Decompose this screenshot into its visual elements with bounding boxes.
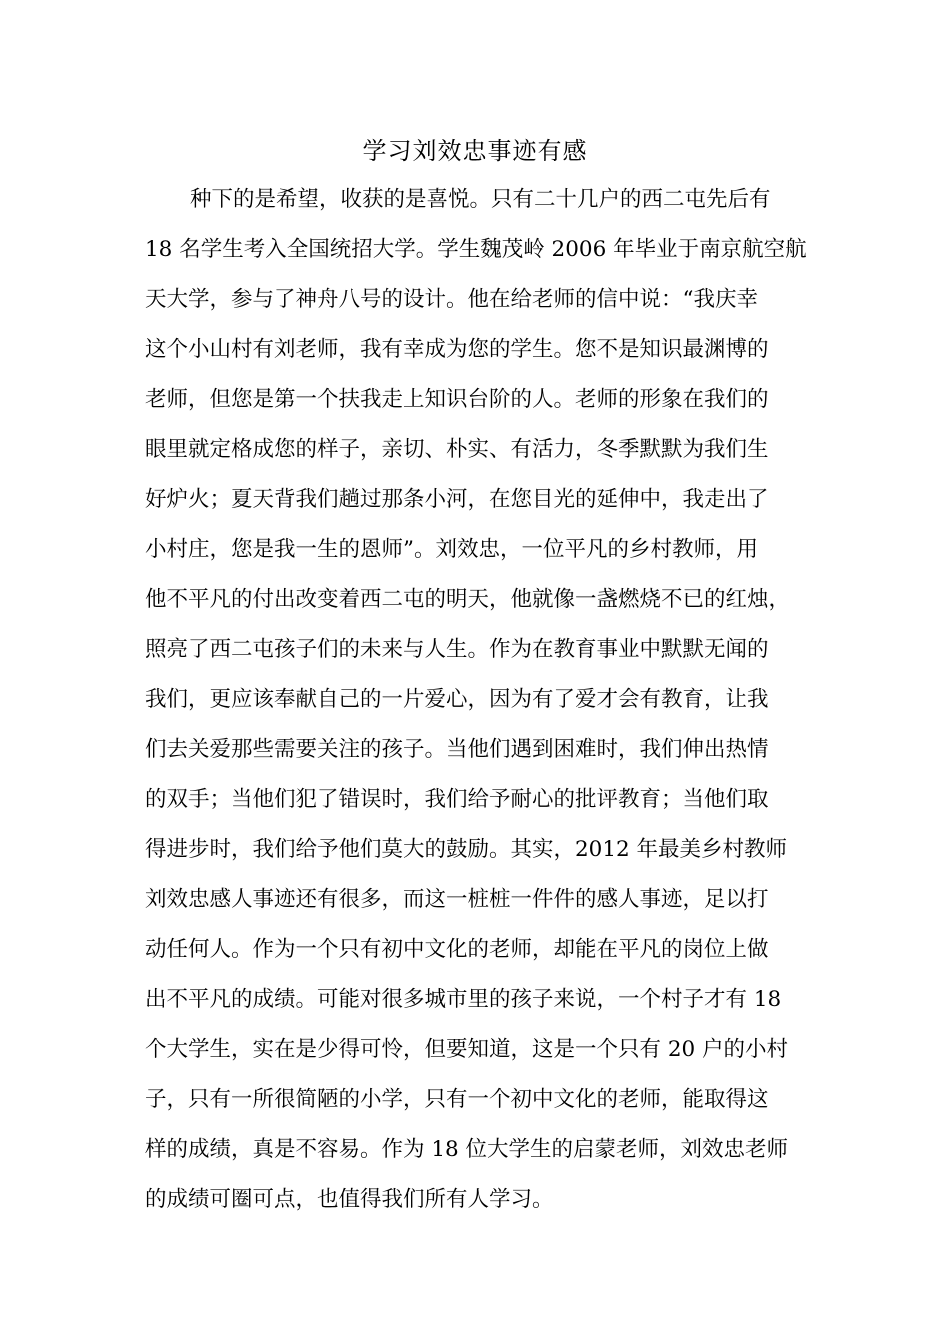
body-line: 好炉火；夏天背我们趟过那条小河，在您目光的延伸中，我走出了 <box>145 487 769 512</box>
body-line: 出不平凡的成绩。可能对很多城市里的孩子来说，一个村子才有 18 <box>145 987 782 1012</box>
document-title: 学习刘效忠事迹有感 <box>362 137 588 165</box>
body-line: 种下的是希望，收获的是喜悦。只有二十几户的西二屯先后有 <box>190 187 771 212</box>
body-line: 眼里就定格成您的样子，亲切、朴实、有活力，冬季默默为我们生 <box>145 437 769 462</box>
document-body <box>145 182 825 1232</box>
body-line: 的双手；当他们犯了错误时，我们给予耐心的批评教育；当他们取 <box>145 787 769 812</box>
body-line: 样的成绩，真是不容易。作为 18 位大学生的启蒙老师，刘效忠老师 <box>145 1137 789 1162</box>
body-line: 个大学生，实在是少得可怜，但要知道，这是一个只有 20 户的小村 <box>145 1037 789 1062</box>
body-line: 他不平凡的付出改变着西二屯的明天，他就像一盏燃烧不已的红烛， <box>145 587 791 612</box>
body-line: 我们，更应该奉献自己的一片爱心，因为有了爱才会有教育，让我 <box>145 687 769 712</box>
body-line: 18 名学生考入全国统招大学。学生魏茂岭 2006 年毕业于南京航空航 <box>145 237 807 262</box>
body-line: 的成绩可圈可点，也值得我们所有人学习。 <box>145 1187 554 1212</box>
body-line: 小村庄，您是我一生的恩师”。刘效忠，一位平凡的乡村教师，用 <box>145 537 758 562</box>
body-line: 这个小山村有刘老师，我有幸成为您的学生。您不是知识最渊博的 <box>145 337 769 362</box>
body-line: 刘效忠感人事迹还有很多，而这一桩桩一件件的感人事迹，足以打 <box>145 887 769 912</box>
body-line: 动任何人。作为一个只有初中文化的老师，却能在平凡的岗位上做 <box>145 937 769 962</box>
body-line: 们去关爱那些需要关注的孩子。当他们遇到困难时，我们伸出热情 <box>145 737 769 762</box>
body-line: 天大学，参与了神舟八号的设计。他在给老师的信中说：“我庆幸 <box>145 287 758 312</box>
body-line: 照亮了西二屯孩子们的未来与人生。作为在教育事业中默默无闻的 <box>145 637 769 662</box>
body-line: 得进步时，我们给予他们莫大的鼓励。其实，2012 年最美乡村教师 <box>145 837 788 862</box>
body-line: 老师，但您是第一个扶我走上知识台阶的人。老师的形象在我们的 <box>145 387 769 412</box>
body-line: 子，只有一所很简陋的小学，只有一个初中文化的老师，能取得这 <box>145 1087 769 1112</box>
